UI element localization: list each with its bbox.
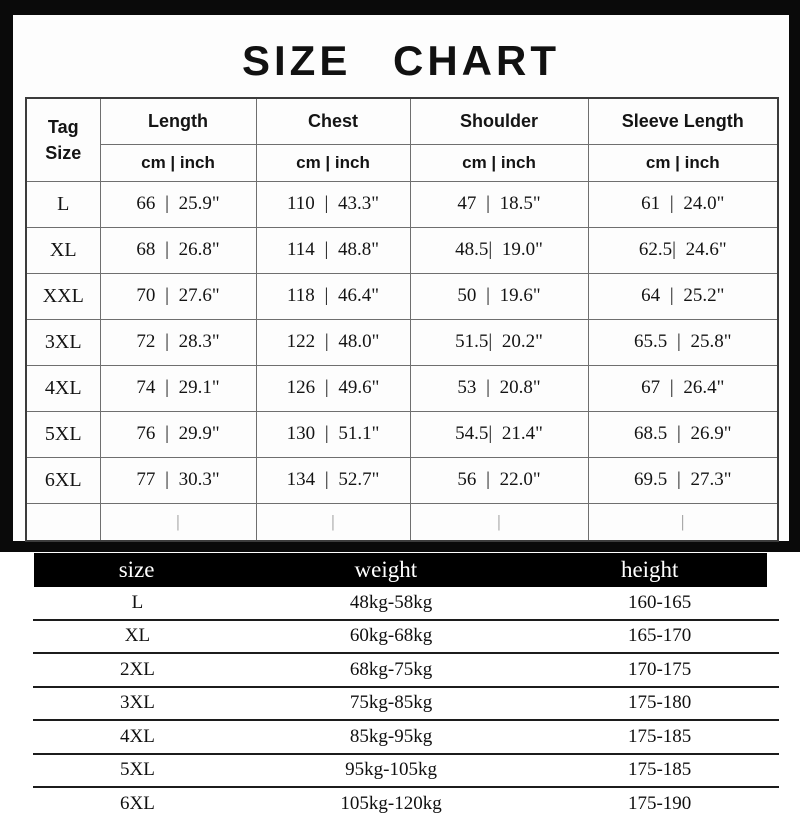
weight-row [33,654,779,688]
length-cell: 70 | 27.6" [100,273,256,319]
weight-value: 85kg-95kg [349,725,433,747]
sleeve-cell: 62.5| 24.6" [588,227,778,273]
size-chart-table [25,97,779,542]
weight-row [33,688,779,722]
size-chart-row [26,319,778,365]
size-chart-row [26,273,778,319]
weight-row [33,721,779,755]
shoulder-cell: | [410,503,588,541]
column-header-shoulder: Shoulder [410,98,588,144]
size-value: XL [124,625,151,647]
weight-row [33,788,779,817]
sleeve-cell: | [588,503,778,541]
weight-table-panel [0,552,800,817]
size-chart-row [26,181,778,227]
size-chart-row [26,457,778,503]
size-chart-row [26,411,778,457]
unit-label-sleeve-length: cm | inch [588,144,778,181]
weight-value: 48kg-58kg [349,591,433,613]
tag-cell: XXL [26,273,100,319]
tag-size-header [26,98,100,181]
length-cell: 68 | 26.8" [100,227,256,273]
weight-row [33,587,779,621]
column-header-length: Length [100,98,256,144]
size-value: 3XL [120,692,155,714]
unit-label-chest: cm | inch [256,144,410,181]
shoulder-cell: 47 | 18.5" [410,181,588,227]
chest-cell: 118 | 46.4" [256,273,410,319]
unit-label-length: cm | inch [100,144,256,181]
sleeve-cell: 64 | 25.2" [588,273,778,319]
chest-cell: 122 | 48.0" [256,319,410,365]
unit-label-shoulder: cm | inch [410,144,588,181]
tag-cell: 6XL [26,457,100,503]
length-cell: 66 | 25.9" [100,181,256,227]
header-weight: weight [354,557,418,582]
size-value: 2XL [120,658,155,680]
chest-cell: | [256,503,410,541]
chest-cell: 126 | 49.6" [256,365,410,411]
column-header-chest: Chest [256,98,410,144]
height-value: 175-190 [627,792,692,814]
column-header-sleeve-length: Sleeve Length [588,98,778,144]
shoulder-cell: 53 | 20.8" [410,365,588,411]
weight-row [33,755,779,789]
length-cell: 76 | 29.9" [100,411,256,457]
shoulder-cell: 51.5| 20.2" [410,319,588,365]
height-value: 175-185 [627,725,692,747]
size-value: L [131,591,144,613]
size-chart-title: SIZE CHART [242,37,560,84]
size-chart-row [26,365,778,411]
length-cell: | [100,503,256,541]
sleeve-cell: 69.5 | 27.3" [588,457,778,503]
weight-value: 68kg-75kg [349,658,433,680]
tag-size-line1: Tag [47,116,79,137]
header-row-units [26,144,778,181]
weight-value: 75kg-85kg [349,692,433,714]
tag-cell: L [26,181,100,227]
size-chart-row [26,227,778,273]
size-chart-partial-row [26,503,778,541]
weight-table-header [34,553,767,587]
height-value: 160-165 [627,591,692,613]
weight-value: 60kg-68kg [349,625,433,647]
chest-cell: 134 | 52.7" [256,457,410,503]
shoulder-cell: 54.5| 21.4" [410,411,588,457]
height-value: 170-175 [627,658,692,680]
weight-value: 105kg-120kg [340,792,442,814]
length-cell: 74 | 29.1" [100,365,256,411]
size-value: 5XL [120,759,155,781]
tag-cell: 5XL [26,411,100,457]
weight-row [33,621,779,655]
length-cell: 72 | 28.3" [100,319,256,365]
weight-table [33,553,779,817]
size-chart-inner [13,15,789,541]
tag-size-line2: Size [45,142,82,163]
tag-cell: 3XL [26,319,100,365]
sleeve-cell: 65.5 | 25.8" [588,319,778,365]
size-value: 4XL [120,725,155,747]
height-value: 175-180 [627,692,692,714]
chest-cell: 130 | 51.1" [256,411,410,457]
chest-cell: 114 | 48.8" [256,227,410,273]
size-value: 6XL [120,792,155,814]
tag-cell: XL [26,227,100,273]
tag-cell: 4XL [26,365,100,411]
length-cell: 77 | 30.3" [100,457,256,503]
shoulder-cell: 56 | 22.0" [410,457,588,503]
chest-cell: 110 | 43.3" [256,181,410,227]
weight-value: 95kg-105kg [345,759,437,781]
header-height: height [620,557,679,582]
tag-cell [26,503,100,541]
height-value: 165-170 [627,625,692,647]
header-size: size [118,557,155,582]
shoulder-cell: 48.5| 19.0" [410,227,588,273]
sleeve-cell: 67 | 26.4" [588,365,778,411]
height-value: 175-185 [627,759,692,781]
sleeve-cell: 68.5 | 26.9" [588,411,778,457]
header-row-measures [26,98,778,144]
shoulder-cell: 50 | 19.6" [410,273,588,319]
sleeve-cell: 61 | 24.0" [588,181,778,227]
